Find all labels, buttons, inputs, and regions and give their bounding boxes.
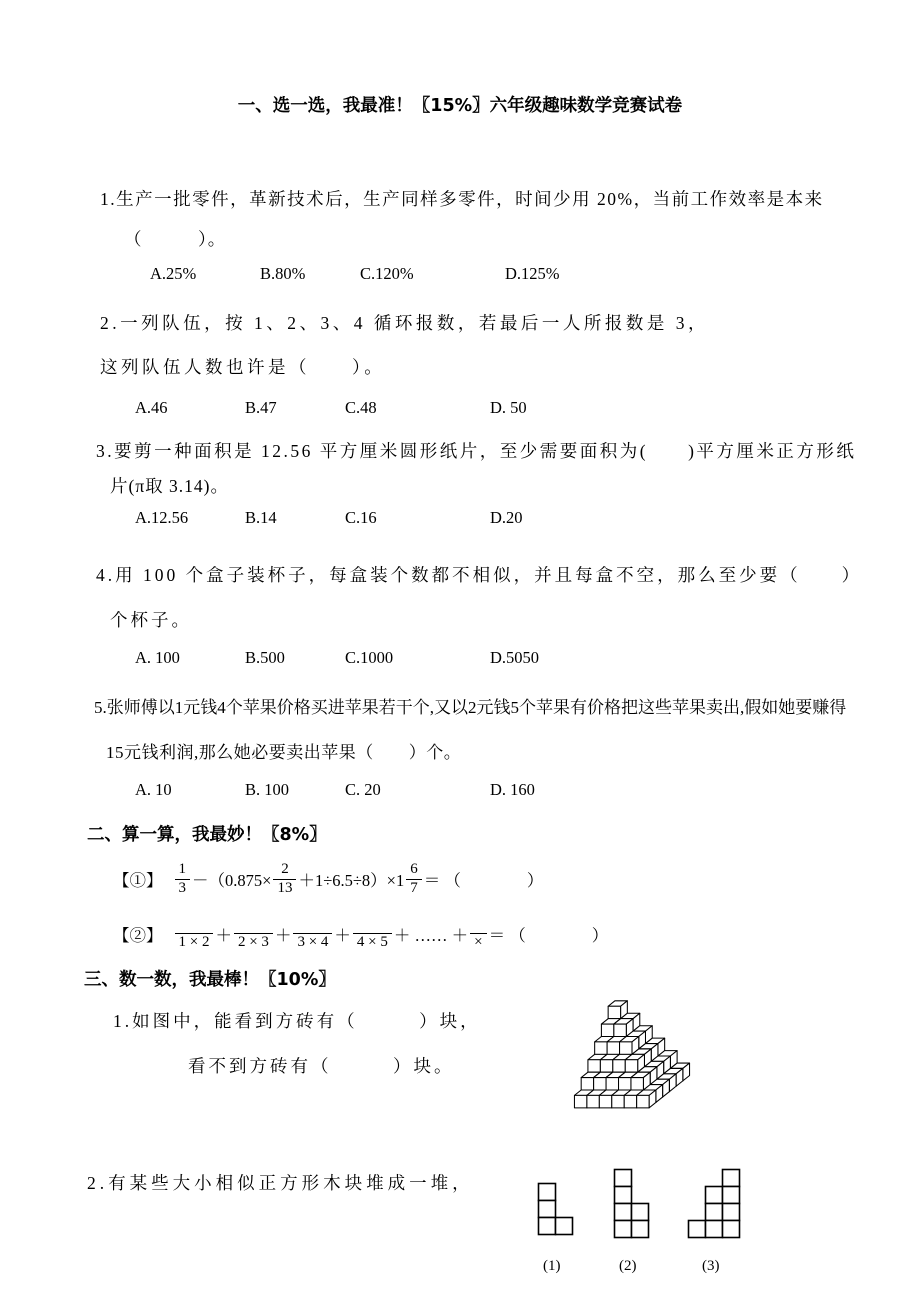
- block-figure-2: [613, 1168, 650, 1239]
- question-2-options: [135, 398, 527, 418]
- question-1-options: [150, 264, 560, 284]
- operator: －（0.875×: [192, 871, 272, 890]
- option-b: B.500: [245, 648, 285, 667]
- block-figure-1-label: (1): [543, 1258, 561, 1274]
- question-3-text-2: 片(π取 3.14)。: [110, 476, 229, 496]
- equation-1: [113, 853, 543, 905]
- option-c: C.16: [345, 508, 377, 527]
- fraction-2-13: $\frac{2}{13}$: [273, 861, 296, 897]
- block-figure-1: [537, 1182, 574, 1236]
- question-5-text: 5.张师傅以1元钱4个苹果价格买进苹果若干个,又以2元钱5个苹果有价格把这些苹果卖出,假如她要赚得: [94, 698, 847, 717]
- option-a: A. 10: [135, 780, 172, 799]
- question-1-text: 1.生产一批零件，革新技术后，生产同样多零件，时间少用 20%，当前工作效率是本来: [100, 189, 824, 209]
- option-a: A. 100: [135, 648, 180, 667]
- equation-2-tag: 【②】: [113, 926, 163, 945]
- option-d: D.20: [490, 508, 523, 527]
- operator: ＋1÷6.5÷8）×1: [298, 871, 405, 890]
- equation-1-tag: 【①】: [113, 871, 163, 890]
- option-d: D. 50: [490, 398, 527, 417]
- option-c: C.48: [345, 398, 377, 417]
- answer-blank: ＝ （ ）: [488, 926, 609, 945]
- plus-sign: ＋: [334, 926, 351, 945]
- fraction-blank-2x3: 2 × 3: [234, 916, 273, 951]
- question-2-text: 2.一列队伍，按 1、2、3、4 循环报数，若最后一人所报数是 3，: [100, 313, 709, 333]
- option-b: B.14: [245, 508, 277, 527]
- block-figure-2-label: (2): [619, 1258, 637, 1274]
- option-c: C.120%: [360, 264, 414, 283]
- equation-2: [113, 910, 608, 958]
- section-3-question-2-text: 2.有某些大小相似正方形木块堆成一堆，: [87, 1173, 474, 1193]
- question-4-text-2: 个杯子。: [110, 610, 192, 630]
- question-5-text-2: 15元钱利润,那么她必要卖出苹果（ ）个。: [106, 743, 462, 762]
- question-1-blank: （ ）。: [124, 229, 227, 249]
- question-5-options: [135, 780, 535, 800]
- option-c: C. 20: [345, 780, 381, 799]
- fraction-6-7: $\frac{6}{7}$: [406, 861, 422, 897]
- question-3-text: 3.要剪一种面积是 12.56 平方厘米圆形纸片，至少需要面积为( )平方厘米正方形纸: [96, 441, 857, 461]
- option-b: B.47: [245, 398, 277, 417]
- option-d: D.125%: [505, 264, 560, 283]
- option-a: A.46: [135, 398, 168, 417]
- question-3-options: [135, 508, 523, 528]
- question-2-text-2: 这列队伍人数也许是（ ）。: [100, 357, 386, 377]
- ellipsis: ＋ …… ＋: [393, 926, 469, 945]
- plus-sign: ＋: [274, 926, 292, 945]
- answer-blank: ＝ （ ）: [423, 871, 544, 890]
- plus-sign: ＋: [215, 926, 232, 945]
- option-a: A.12.56: [135, 508, 189, 527]
- option-d: D. 160: [490, 780, 535, 799]
- option-c: C.1000: [345, 648, 394, 667]
- block-figure-3-label: (3): [702, 1258, 720, 1274]
- section-3-question-1-text: 1.如图中，能看到方砖有（ ）块，: [113, 1011, 481, 1031]
- section-3-question-1-text-2: 看不到方砖有（ ）块。: [188, 1056, 455, 1076]
- question-4-text: 4.用 100 个盒子装杯子，每盒装个数都不相似，并且每盒不空，那么至少要（ ）: [96, 565, 863, 585]
- fraction-blank-1x2: 1 × 2: [175, 916, 214, 951]
- page-title: 一、选一选，我最准！〖15%〗六年级趣味数学竞赛试卷: [237, 96, 683, 116]
- option-b: B.80%: [260, 264, 306, 283]
- option-a: A.25%: [150, 264, 197, 283]
- section-3-header: 三、数一数，我最棒！〖10%〗: [84, 970, 336, 990]
- option-d: D.5050: [490, 648, 540, 667]
- fraction-blank-3x4: 3 × 4: [293, 916, 332, 951]
- section-2-header: 二、算一算，我最妙！〖8%〗: [87, 825, 327, 845]
- question-4-options: [135, 648, 539, 668]
- fraction-blank-4x5: 4 × 5: [353, 916, 392, 951]
- cube-pyramid-figure: [572, 1000, 692, 1112]
- option-b: B. 100: [245, 780, 290, 799]
- block-figure-3: [687, 1168, 741, 1239]
- fraction-blank-last: ×: [470, 916, 486, 951]
- fraction-1-3: $\frac{1}{3}$: [175, 861, 191, 897]
